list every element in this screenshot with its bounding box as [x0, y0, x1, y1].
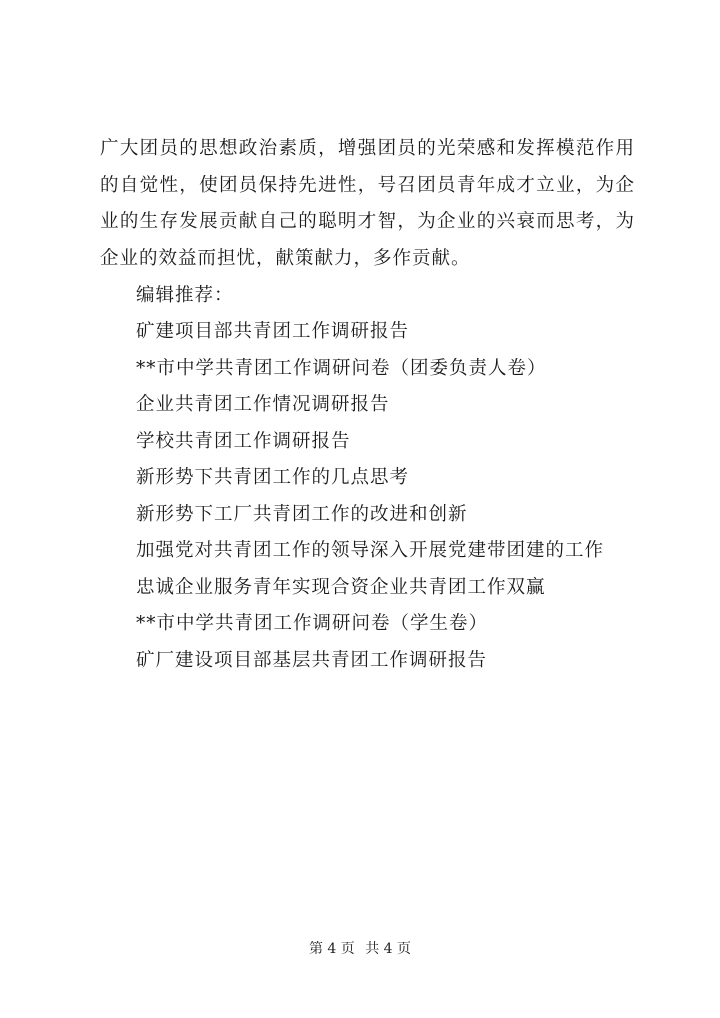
- list-item[interactable]: 矿厂建设项目部基层共青团工作调研报告: [136, 649, 488, 671]
- list-item[interactable]: **市中学共青团工作调研问卷（学生卷）: [136, 613, 489, 634]
- list-item[interactable]: 新形势下共青团工作的几点思考: [136, 467, 410, 488]
- list-item[interactable]: 企业共青团工作情况调研报告: [136, 394, 390, 415]
- list-item[interactable]: 矿建项目部共青团工作调研报告: [136, 321, 410, 342]
- recommend-heading: 编辑推荐：: [136, 285, 234, 306]
- page-number: 第 4 页: [308, 941, 355, 957]
- page-total: 共 4 页: [365, 941, 412, 957]
- list-item[interactable]: 加强党对共青团工作的领导深入开展党建带团建的工作: [136, 540, 605, 561]
- recommendation-list: [136, 314, 604, 679]
- page-footer: [0, 938, 720, 958]
- list-item[interactable]: 学校共青团工作调研报告: [136, 430, 351, 452]
- list-item[interactable]: 新形势下工厂共青团工作的改进和创新: [136, 503, 468, 525]
- list-item[interactable]: 忠诚企业服务青年实现合资企业共青团工作双赢: [136, 576, 546, 598]
- list-item[interactable]: **市中学共青团工作调研问卷（团委负责人卷）: [136, 357, 547, 379]
- body-paragraph: 广大团员的思想政治素质，增强团员的光荣感和发挥模范作用的自觉性，使团员保持先进性，号召团员青年成才立业，为企业的生存发展贡献自己的聪明才智，为企业的兴衰而思考，为企业的效益而担忧，献策献力，多作贡献。: [100, 138, 635, 269]
